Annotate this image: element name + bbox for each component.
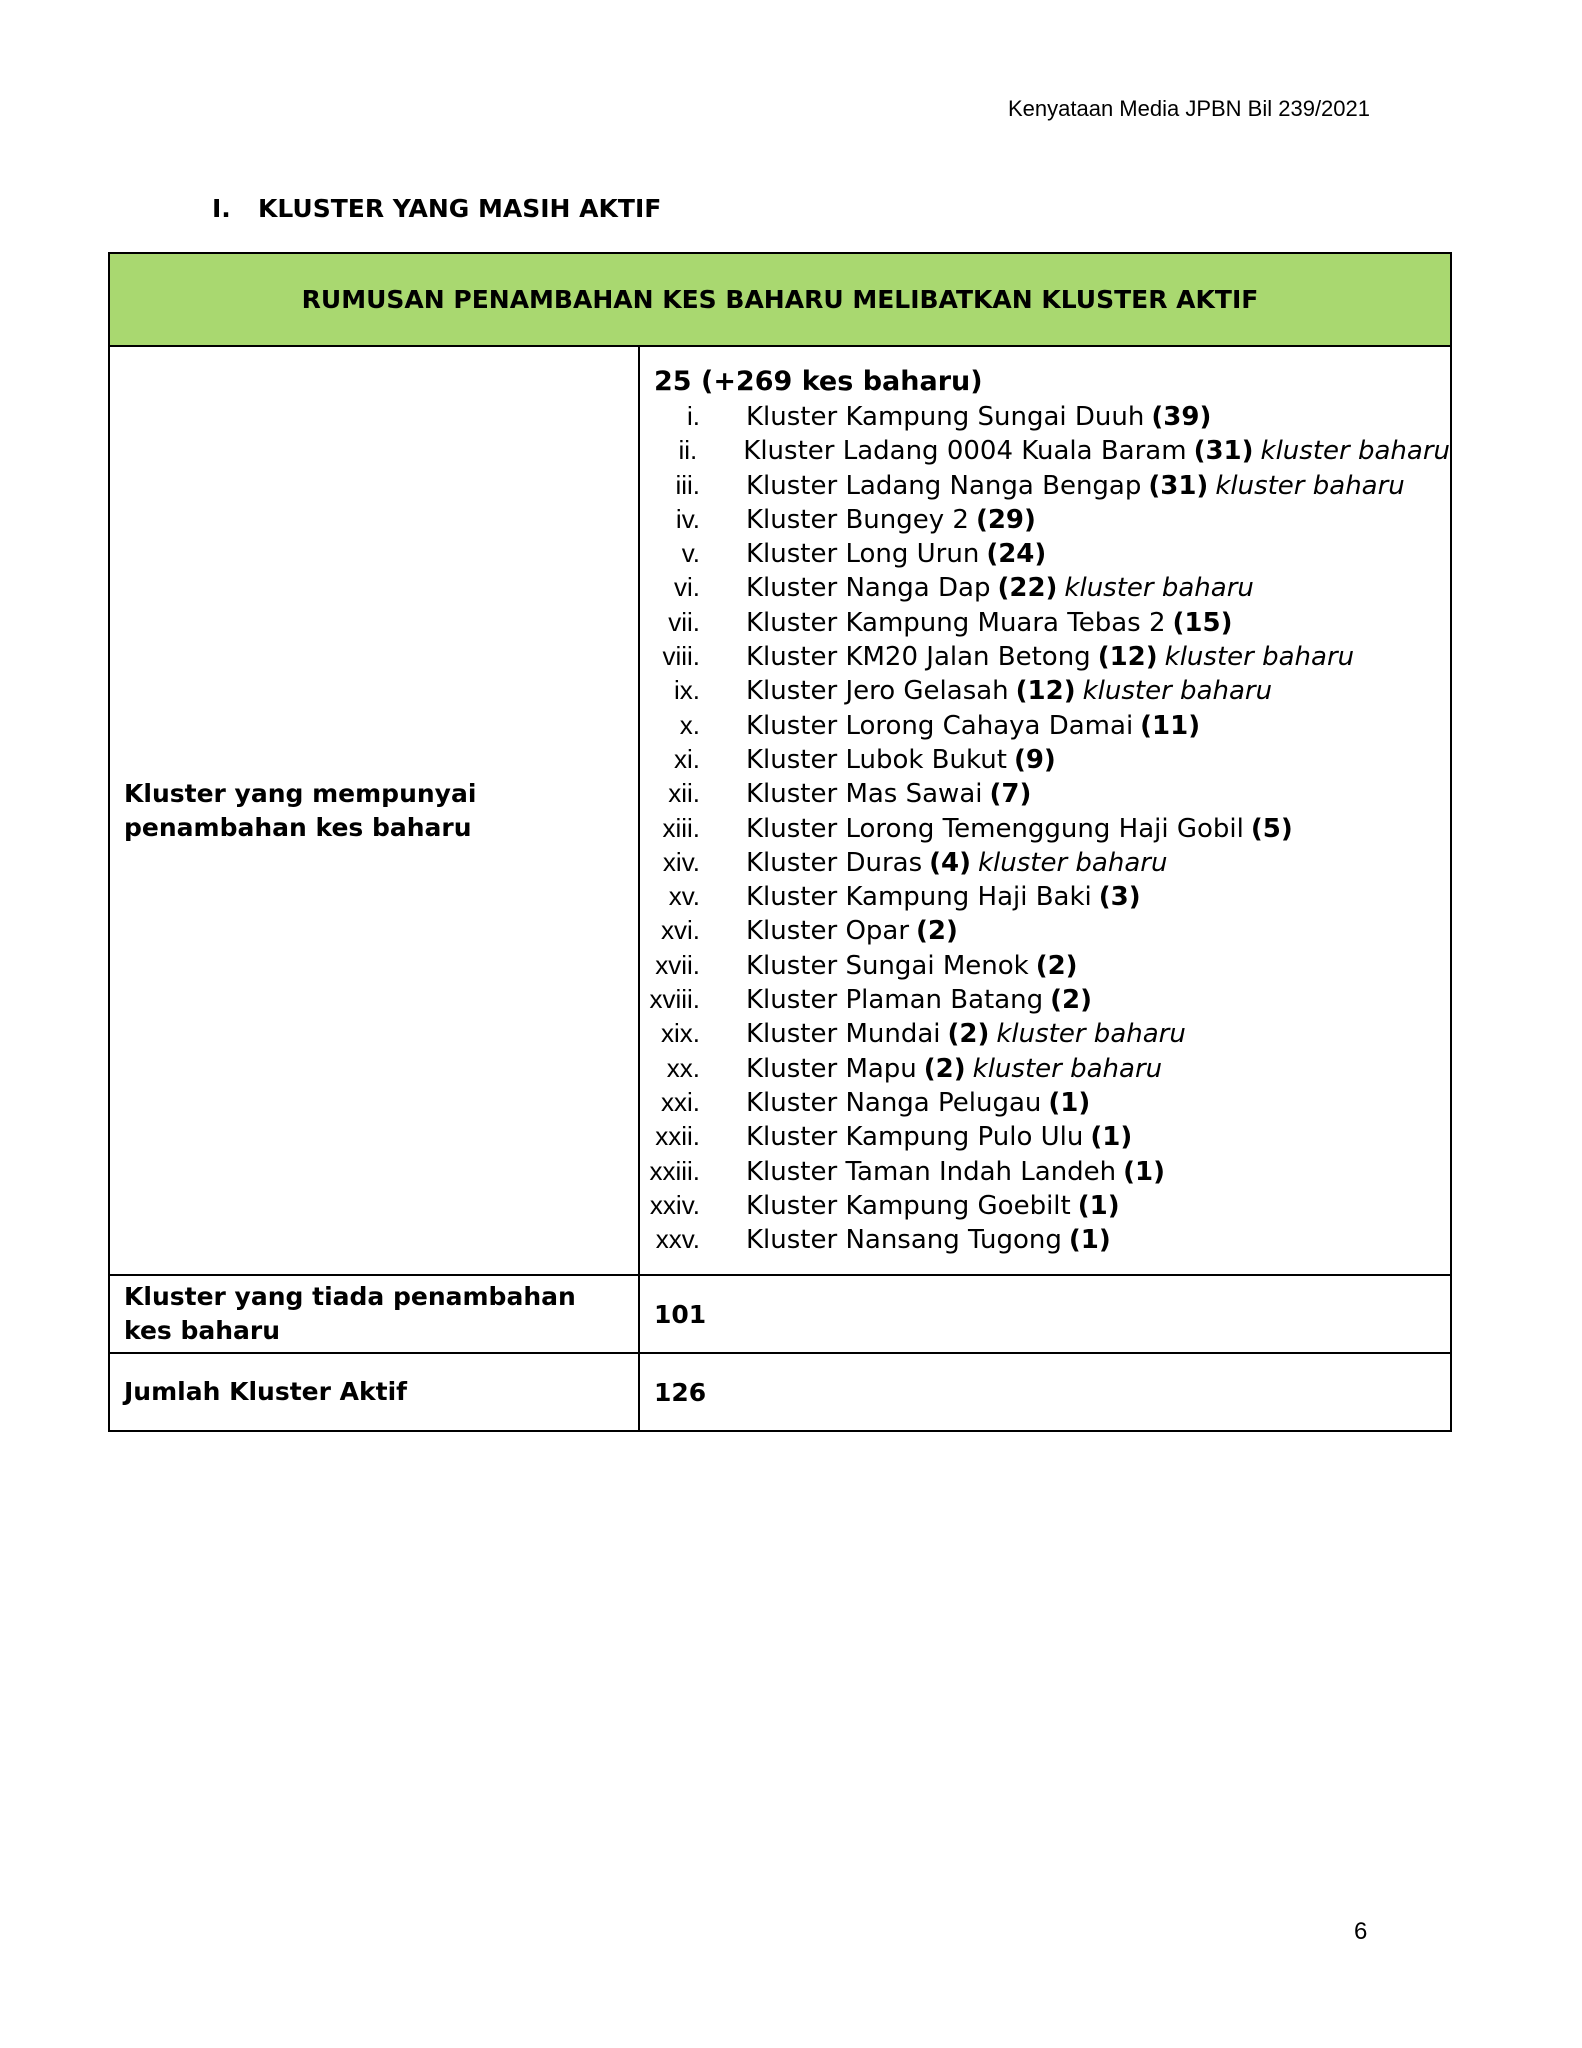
list-item-count: (22)	[997, 573, 1058, 604]
list-item	[640, 811, 1450, 845]
list-item-count: (2)	[1035, 950, 1078, 981]
list-item	[640, 639, 1450, 673]
list-item-number: xiii.	[662, 812, 700, 843]
list-item	[640, 1119, 1450, 1153]
list-item	[640, 1051, 1450, 1085]
list-item-number: xxiv.	[649, 1189, 700, 1220]
list-item-number: xxii.	[655, 1121, 700, 1152]
list-item-name: Kluster Taman Indah Landeh	[746, 1156, 1117, 1187]
list-item-number: v.	[681, 538, 700, 569]
list-item-new-tag: kluster baharu	[1164, 642, 1355, 673]
list-item-number: xvi.	[661, 915, 700, 946]
list-item	[640, 673, 1450, 707]
list-item	[640, 845, 1450, 879]
list-item-count: (3)	[1098, 882, 1141, 913]
table-header-row	[109, 253, 1451, 346]
list-item	[640, 536, 1450, 570]
list-item-name: Kluster Kampung Muara Tebas 2	[746, 607, 1166, 638]
list-item-count: (9)	[1013, 744, 1056, 775]
list-item-count: (31)	[1193, 436, 1254, 467]
list-item-number: xv.	[668, 881, 700, 912]
list-item-name: Kluster Lorong Cahaya Damai	[746, 710, 1134, 741]
row-value-no-new-cases: 101	[639, 1275, 1451, 1353]
row-label-no-new-cases: Kluster yang tiada penambahan kes baharu	[109, 1275, 639, 1353]
list-item-new-tag: kluster baharu	[1082, 676, 1273, 707]
list-item-name: Kluster Lubok Bukut	[746, 744, 1007, 775]
list-item-count: (15)	[1172, 607, 1233, 638]
list-item-count: (2)	[1050, 985, 1093, 1016]
list-item-count: (1)	[1090, 1122, 1133, 1153]
list-item-name: Kluster Plaman Batang	[746, 985, 1044, 1016]
list-item-name: Kluster Ladang Nanga Bengap	[746, 470, 1142, 501]
list-item-name: Kluster Ladang 0004 Kuala Baram	[743, 436, 1187, 467]
row-label-new-cases: Kluster yang mempunyai penambahan kes baharu	[109, 346, 639, 1275]
table-row	[109, 1353, 1451, 1431]
list-item	[640, 913, 1450, 947]
list-item	[640, 879, 1450, 913]
list-item	[640, 742, 1450, 776]
list-item-count: (39)	[1151, 402, 1212, 432]
list-item-count: (29)	[975, 504, 1036, 535]
list-item-number: xxi.	[661, 1086, 700, 1117]
list-item-new-tag: kluster baharu	[972, 1053, 1163, 1084]
list-item-name: Kluster Lorong Temenggung Haji Gobil	[746, 813, 1244, 844]
list-item-number: xii.	[668, 778, 700, 809]
list-item-name: Kluster Kampung Pulo Ulu	[746, 1122, 1084, 1153]
list-item-count: (1)	[1077, 1190, 1120, 1221]
row-value-total-active: 126	[639, 1353, 1451, 1431]
list-item-name: Kluster Sungai Menok	[746, 950, 1029, 981]
list-item-number: ix.	[674, 675, 700, 706]
list-item-number: ii.	[678, 435, 698, 466]
list-item-new-tag: kluster baharu	[1260, 436, 1450, 467]
list-item-number: x.	[679, 709, 700, 740]
list-item-number: xx.	[666, 1052, 700, 1083]
list-item-name: Kluster Kampung Sungai Duuh	[746, 402, 1145, 432]
row-label-total-active: Jumlah Kluster Aktif	[109, 1353, 639, 1431]
list-item-number: xvii.	[655, 949, 700, 980]
list-item-number: xviii.	[649, 984, 700, 1015]
list-item-count: (1)	[1123, 1156, 1166, 1187]
list-item-number: xxiii.	[649, 1155, 700, 1186]
list-item-new-tag: kluster baharu	[977, 847, 1168, 878]
list-item-name: Kluster Duras	[746, 847, 923, 878]
list-item	[640, 948, 1450, 982]
list-item	[640, 570, 1450, 604]
list-item	[640, 433, 1450, 467]
list-item	[640, 399, 1450, 433]
list-item-name: Kluster Nansang Tugong	[746, 1225, 1062, 1256]
list-item-name: Kluster Mundai	[746, 1019, 941, 1050]
section-heading	[212, 194, 661, 223]
list-item	[640, 1188, 1450, 1222]
list-item-count: (1)	[1048, 1087, 1091, 1118]
section-title: KLUSTER YANG MASIH AKTIF	[258, 194, 662, 223]
table-row	[109, 346, 1451, 1275]
section-number: I.	[212, 194, 231, 223]
table-heading: RUMUSAN PENAMBAHAN KES BAHARU MELIBATKAN KLUSTER AKTIF	[109, 253, 1451, 346]
list-item-count: (24)	[986, 539, 1047, 570]
list-item	[640, 468, 1450, 502]
list-item-number: iii.	[675, 469, 700, 500]
page-number: 6	[1354, 1918, 1368, 1945]
cluster-list	[640, 399, 1450, 1256]
list-item-count: (1)	[1068, 1225, 1111, 1256]
list-item-name: Kluster Nanga Pelugau	[746, 1087, 1042, 1118]
list-item-number: vi.	[674, 572, 700, 603]
list-item-number: xi.	[674, 743, 700, 774]
cluster-total-new-cases: 25 (+269 kes baharu)	[654, 366, 983, 397]
list-item-name: Kluster Mas Sawai	[746, 779, 983, 810]
list-item-count: (31)	[1148, 470, 1209, 501]
list-item-name: Kluster Nanga Dap	[746, 573, 991, 604]
list-item-number: viii.	[662, 641, 700, 672]
list-item	[640, 1085, 1450, 1119]
list-item	[640, 1016, 1450, 1050]
list-item	[640, 776, 1450, 810]
list-item-name: Kluster Bungey 2	[746, 504, 969, 535]
list-item-count: (4)	[929, 847, 971, 878]
list-item-number: i.	[687, 401, 700, 431]
list-item-name: Kluster Long Urun	[746, 539, 980, 570]
list-item-count: (2)	[923, 1053, 966, 1084]
list-item-new-tag: kluster baharu	[996, 1019, 1186, 1050]
list-item-new-tag: kluster baharu	[1215, 470, 1405, 501]
list-item-new-tag: kluster baharu	[1064, 573, 1254, 604]
list-item	[640, 1222, 1450, 1256]
list-item-name: Kluster Opar	[746, 916, 910, 947]
list-item	[640, 502, 1450, 536]
document-reference: Kenyataan Media JPBN Bil 239/2021	[1007, 96, 1370, 121]
list-item	[640, 708, 1450, 742]
list-item-count: (2)	[916, 916, 958, 947]
list-item-number: xiv.	[662, 846, 700, 877]
list-item-count: (11)	[1140, 710, 1201, 741]
list-item-number: vii.	[668, 606, 700, 637]
list-item-name: Kluster KM20 Jalan Betong	[746, 642, 1091, 673]
list-item-number: iv.	[675, 503, 700, 534]
cluster-list-cell	[639, 346, 1451, 1275]
list-item-count: (12)	[1015, 676, 1076, 707]
list-item-count: (2)	[947, 1019, 990, 1050]
list-item-name: Kluster Kampung Haji Baki	[746, 882, 1092, 913]
list-item-count: (7)	[989, 779, 1032, 810]
list-item-number: xxv.	[655, 1224, 700, 1255]
list-item	[640, 605, 1450, 639]
list-item-name: Kluster Kampung Goebilt	[746, 1190, 1071, 1221]
list-item-name: Kluster Mapu	[746, 1053, 917, 1084]
list-item-count: (5)	[1250, 813, 1293, 844]
list-item-number: xix.	[661, 1018, 700, 1049]
cluster-summary-table	[108, 252, 1452, 1432]
list-item-count: (12)	[1097, 642, 1158, 673]
table-row	[109, 1275, 1451, 1353]
list-item	[640, 982, 1450, 1016]
list-item	[640, 1154, 1450, 1188]
list-item-name: Kluster Jero Gelasah	[746, 676, 1009, 707]
